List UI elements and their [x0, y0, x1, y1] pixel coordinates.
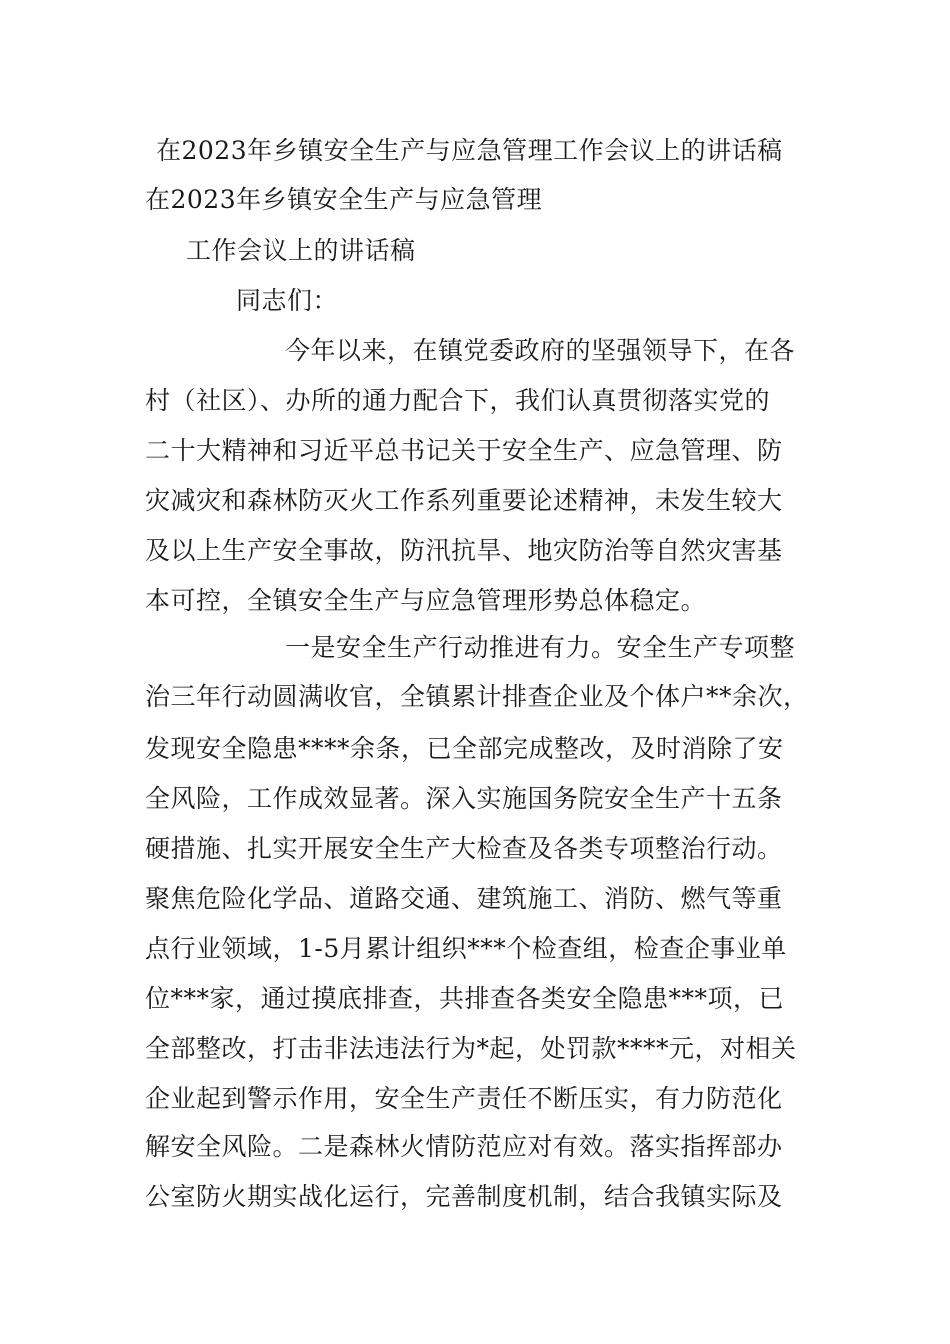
paragraph-line: 公室防火期实战化运行，完善制度机制，结合我镇实际及 [145, 1182, 783, 1211]
paragraph-line: 聚焦危险化学品、道路交通、建筑施工、消防、燃气等重 [145, 884, 783, 913]
heading-line-1: 在2023年乡镇安全生产与应急管理 [145, 185, 543, 214]
paragraph-line: 解安全风险。二是森林火情防范应对有效。落实指挥部办 [145, 1132, 783, 1161]
paragraph-line: 企业起到警示作用，安全生产责任不断压实，有力防范化 [145, 1084, 783, 1113]
paragraph-line: 今年以来，在镇党委政府的坚强领导下，在各 [285, 336, 796, 365]
paragraph-line: 及以上生产安全事故，防汛抗旱、地灾防治等自然灾害基 [145, 536, 783, 565]
paragraph-line: 硬措施、扎实开展安全生产大检查及各类专项整治行动。 [145, 834, 783, 863]
paragraph-line: 村（社区）、办所的通力配合下，我们认真贯彻落实党的 [145, 386, 771, 415]
paragraph-line: 位***家，通过摸底排查，共排查各类安全隐患***项，已 [145, 984, 785, 1013]
paragraph-line: 全风险，工作成效显著。深入实施国务院安全生产十五条 [145, 784, 783, 813]
paragraph-line: 点行业领域，1-5月累计组织***个检查组，检查企事业单 [145, 934, 787, 963]
paragraph-line: 二十大精神和习近平总书记关于安全生产、应急管理、防 [145, 436, 783, 465]
paragraph-line: 灾减灾和森林防灭火工作系列重要论述精神，未发生较大 [145, 486, 783, 515]
document-title: 在2023年乡镇安全生产与应急管理工作会议上的讲话稿 [156, 136, 783, 165]
heading-line-2: 工作会议上的讲话稿 [186, 236, 416, 265]
paragraph-line: 发现安全隐患****余条，已全部完成整改，及时消除了安 [145, 734, 784, 763]
salutation: 同志们： [236, 286, 339, 315]
paragraph-line: 一是安全生产行动推进有力。安全生产专项整 [285, 633, 796, 662]
paragraph-line: 治三年行动圆满收官，全镇累计排查企业及个体户**余次， [145, 682, 809, 711]
paragraph-line: 本可控，全镇安全生产与应急管理形势总体稳定。 [145, 586, 707, 615]
paragraph-line: 全部整改，打击非法违法行为*起，处罚款****元，对相关 [145, 1034, 797, 1063]
